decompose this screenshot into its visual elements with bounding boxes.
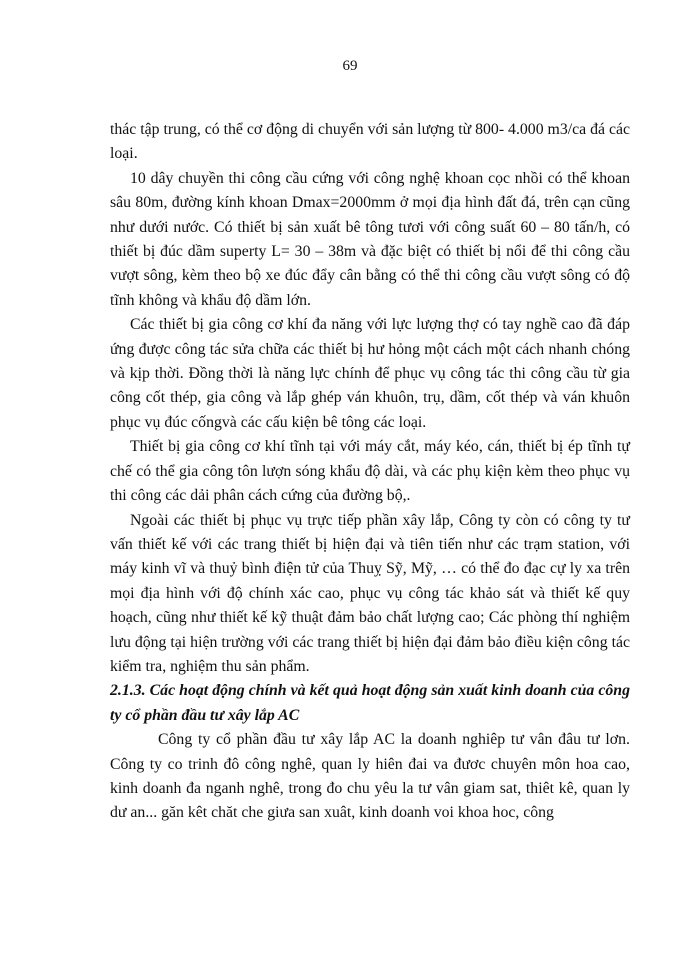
page-number: 69 xyxy=(342,58,358,74)
paragraph-bridge-lines: 10 dây chuyền thi công cầu cứng với công nghệ khoan cọc nhồi có thể khoan sâu 80m, đường kính khoan Dmax=2000mm ở mọi địa hình đất đá, trên cạn cũng như dưới nước. Có thiết bị sản xuất bê tông tươi với công suất 60 – 80 tấn/h, có thiết bị đúc dầm superty L= 30 – 38m và đặc biệt có thiết bị nổi để thi công cầu vượt sông, kèm theo bộ xe đúc đẩy cân bằng có thể thi công cầu vượt sông có độ tĩnh không và khẩu độ dầm lớn. xyxy=(110,169,630,309)
section-heading: 2.1.3. Các hoạt động chính và kết quả hoạt động sản xuất kinh doanh của công ty cổ phần đầu tư xây lắp AC xyxy=(110,682,630,724)
paragraph-static-equipment: Thiết bị gia công cơ khí tĩnh tại với máy cắt, máy kéo, cán, thiết bị ép tĩnh tự chế có thể gia công tôn lượn sóng khẩu độ dài, và các phụ kiện kèm theo phục vụ thi công các dải phân cách cứng của đường bộ,. xyxy=(110,438,630,505)
paragraph-quarry-output: thác tập trung, có thể cơ động di chuyển với sản lượng từ 800- 4.000 m3/ca đá các loại. xyxy=(110,121,630,163)
paragraph-consulting-equipment: Ngoài các thiết bị phục vụ trực tiếp phần xây lắp, Công ty còn có công ty tư vấn thiết kế với các trang thiết bị hiện đại và tiên tiến như các trạm station, với máy kinh vĩ và thuỷ bình điện tử của Thuỵ Sỹ, Mỹ, … có thể đo đạc cự ly xa trên mọi địa hình với độ chính xác cao, phục vụ công tác khảo sát và thiết kế quy hoạch, cũng như thiết kế kỹ thuật đảm bảo chất lượng cao; Các phòng thí nghiệm lưu động tại hiện trường với các trang thiết bị hiện đại đảm bảo điều kiện công tác kiểm tra, nghiệm thu sản phẩm. xyxy=(110,511,630,675)
paragraph-mechanical-equipment: Các thiết bị gia công cơ khí đa năng với lực lượng thợ có tay nghề cao đã đáp ứng được công tác sửa chữa các thiết bị hư hỏng một cách một cách nhanh chóng và kịp thời. Đồng thời là năng lực chính để phục vụ công tác thi công cầu từ gia công cốt thép, gia công và lắp ghép ván khuôn, trụ, dầm, cốt thép và ván khuôn phục vụ đúc cốngvà các cấu kiện bê tông các loại. xyxy=(110,316,630,431)
body-text xyxy=(110,118,630,826)
paragraph-company-overview: Công ty cổ phần đầu tư xây lắp AC la doanh nghiêp tư vân đâu tư lơn. Công ty co trinh đô công nghê, quan ly hiên đai va đươc chuyên môn hoa cao, kinh doanh đa nganh nghê, trong đo chu yêu la tư vân giam sat, thiêt kê, quan ly dư an... găn kêt chăt che giưa san xuât, kinh doanh voi khoa hoc, công xyxy=(110,731,630,822)
